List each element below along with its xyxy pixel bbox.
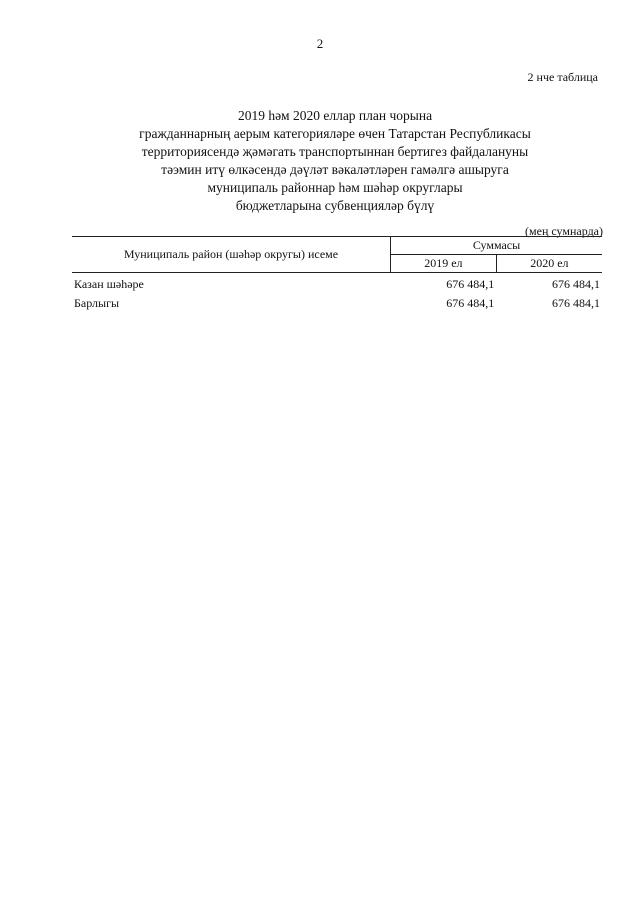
table-label: 2 нче таблица [527, 70, 598, 84]
column-header-sum: Суммасы [391, 237, 603, 255]
column-header-2019: 2019 ел [391, 255, 497, 273]
title-line: муниципаль районнар һәм шәһәр округлары [207, 180, 463, 195]
title-line: гражданнарның аерым категорияләре өчен Татарстан Республикасы [139, 126, 531, 141]
title-line: 2019 һәм 2020 еллар план чорына [237, 108, 433, 123]
row-value-2020: 676 484,1 [552, 296, 600, 310]
title-line: территориясендә җәмәгать транспортыннан бертигез файдалануны [141, 144, 529, 159]
subsidy-table [72, 236, 602, 311]
units-note: (мең сумнарда) [525, 224, 603, 238]
table-row-total [72, 292, 602, 311]
table-row [72, 273, 602, 293]
row-name: Казан шәһәре [74, 277, 144, 291]
title-line: тәэмин итү өлкәсендә дәүләт вәкаләтләрен гамәлгә ашыруга [161, 162, 509, 177]
row-name: Барлыгы [74, 296, 120, 310]
title-line: бюджетларына субвенцияләр бүлү [235, 198, 435, 213]
row-value-2020: 676 484,1 [552, 277, 600, 291]
row-value-2019: 676 484,1 [446, 296, 495, 310]
column-header-name: Муниципаль район (шәһәр округы) исеме [72, 237, 391, 273]
row-value-2019: 676 484,1 [446, 277, 495, 291]
column-header-2020: 2020 ел [496, 255, 602, 273]
document-title [70, 107, 600, 215]
page-number: 2 [316, 36, 324, 51]
